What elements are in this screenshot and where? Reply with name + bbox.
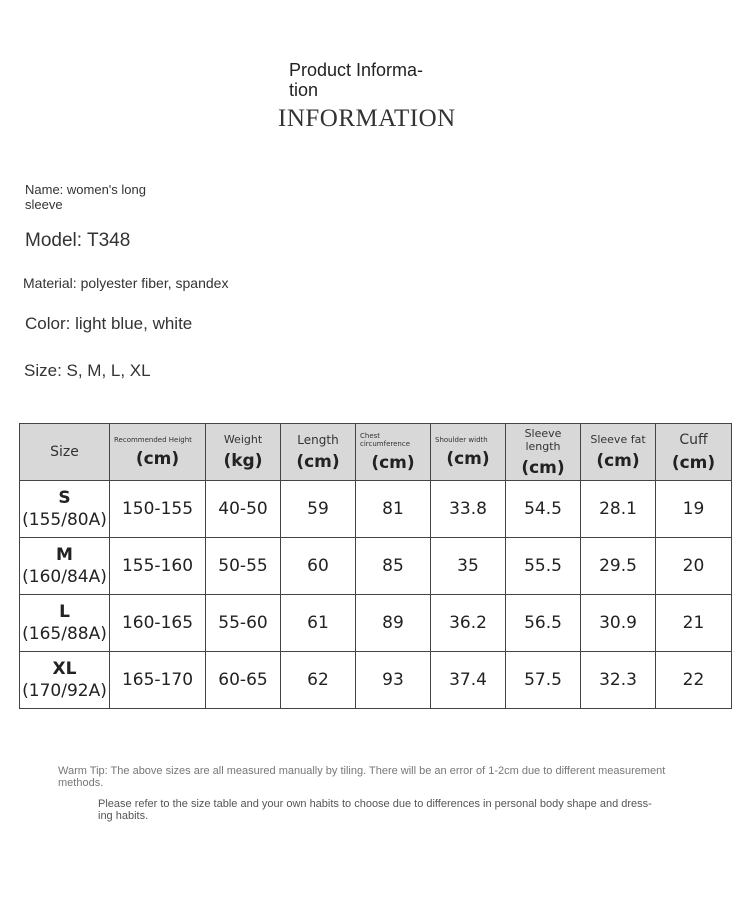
table-row [20, 538, 732, 595]
table-cell: 59 [281, 481, 356, 538]
warm-tip-note: Warm Tip: The above sizes are all measured manually by tiling. There will be an error of 1-2cm due to different measurement methods. [58, 765, 666, 789]
size-cell [20, 595, 110, 652]
column-unit: (cm) [521, 457, 565, 478]
table-cell: 56.5 [506, 595, 581, 652]
size-code: XL [52, 659, 77, 679]
column-header-length [281, 424, 356, 481]
size-range: (155/80A) [22, 510, 107, 530]
table-cell: 62 [281, 652, 356, 709]
table-cell: 150-155 [110, 481, 206, 538]
size-code: M [56, 545, 73, 565]
table-cell: 165-170 [110, 652, 206, 709]
size-advice-note: Please refer to the size table and your own habits to choose due to differences in personal body shape and dress-ing habits. [98, 798, 652, 822]
column-header-shoulder [431, 424, 506, 481]
table-row [20, 481, 732, 538]
product-name: Name: women's long sleeve [25, 182, 146, 212]
table-cell: 33.8 [431, 481, 506, 538]
column-label: Recommended Height [114, 435, 192, 444]
column-label: Length [297, 432, 339, 447]
column-header-height [110, 424, 206, 481]
table-cell: 60-65 [206, 652, 281, 709]
table-cell: 22 [656, 652, 732, 709]
column-unit: (kg) [223, 451, 263, 471]
table-cell: 32.3 [581, 652, 656, 709]
column-label: Shoulder width [435, 435, 488, 444]
column-label: Sleeve length [524, 426, 562, 453]
table-cell: 37.4 [431, 652, 506, 709]
product-material: Material: polyester fiber, spandex [23, 275, 229, 291]
column-label: Chest circumference [360, 431, 411, 448]
column-unit: (cm) [296, 451, 340, 472]
table-cell: 155-160 [110, 538, 206, 595]
product-model: Model: T348 [25, 230, 131, 251]
size-cell [20, 481, 110, 538]
column-header-sleeve-fat [581, 424, 656, 481]
table-cell: 54.5 [506, 481, 581, 538]
column-label: Sleeve fat [590, 433, 646, 446]
table-cell: 19 [656, 481, 732, 538]
table-cell: 160-165 [110, 595, 206, 652]
table-cell: 93 [356, 652, 431, 709]
column-unit: (cm) [596, 451, 640, 471]
size-code: S [58, 488, 71, 508]
product-color: Color: light blue, white [25, 314, 193, 333]
table-cell: 89 [356, 595, 431, 652]
table-header-row [20, 424, 732, 481]
size-range: (170/92A) [22, 681, 107, 701]
page-title: Product Informa-tion [289, 60, 424, 100]
table-cell: 20 [656, 538, 732, 595]
table-cell: 55.5 [506, 538, 581, 595]
table-cell: 30.9 [581, 595, 656, 652]
column-unit: (cm) [671, 452, 716, 473]
table-row [20, 595, 732, 652]
table-cell: 36.2 [431, 595, 506, 652]
product-sizes: Size: S, M, L, XL [24, 361, 151, 380]
size-chart-table [19, 423, 732, 709]
column-label: Cuff [679, 431, 708, 448]
size-cell [20, 652, 110, 709]
table-cell: 55-60 [206, 595, 281, 652]
size-range: (165/88A) [22, 624, 107, 644]
size-range: (160/84A) [22, 567, 107, 587]
table-row [20, 652, 732, 709]
table-cell: 21 [656, 595, 732, 652]
column-header-weight [206, 424, 281, 481]
table-cell: 40-50 [206, 481, 281, 538]
table-cell: 28.1 [581, 481, 656, 538]
table-cell: 60 [281, 538, 356, 595]
page-subtitle: INFORMATION [278, 105, 456, 132]
column-unit: (cm) [446, 448, 490, 469]
column-header-cuff [656, 424, 732, 481]
column-label: Weight [223, 433, 263, 446]
table-cell: 85 [356, 538, 431, 595]
table-cell: 57.5 [506, 652, 581, 709]
table-cell: 81 [356, 481, 431, 538]
size-code: L [59, 602, 70, 622]
size-cell [20, 538, 110, 595]
table-cell: 50-55 [206, 538, 281, 595]
table-cell: 35 [431, 538, 506, 595]
table-cell: 61 [281, 595, 356, 652]
table-cell: 29.5 [581, 538, 656, 595]
column-unit: (cm) [371, 452, 415, 473]
column-header-chest [356, 424, 431, 481]
column-unit: (cm) [135, 448, 180, 469]
size-column-header: Size [20, 424, 110, 481]
column-header-sleeve-length [506, 424, 581, 481]
